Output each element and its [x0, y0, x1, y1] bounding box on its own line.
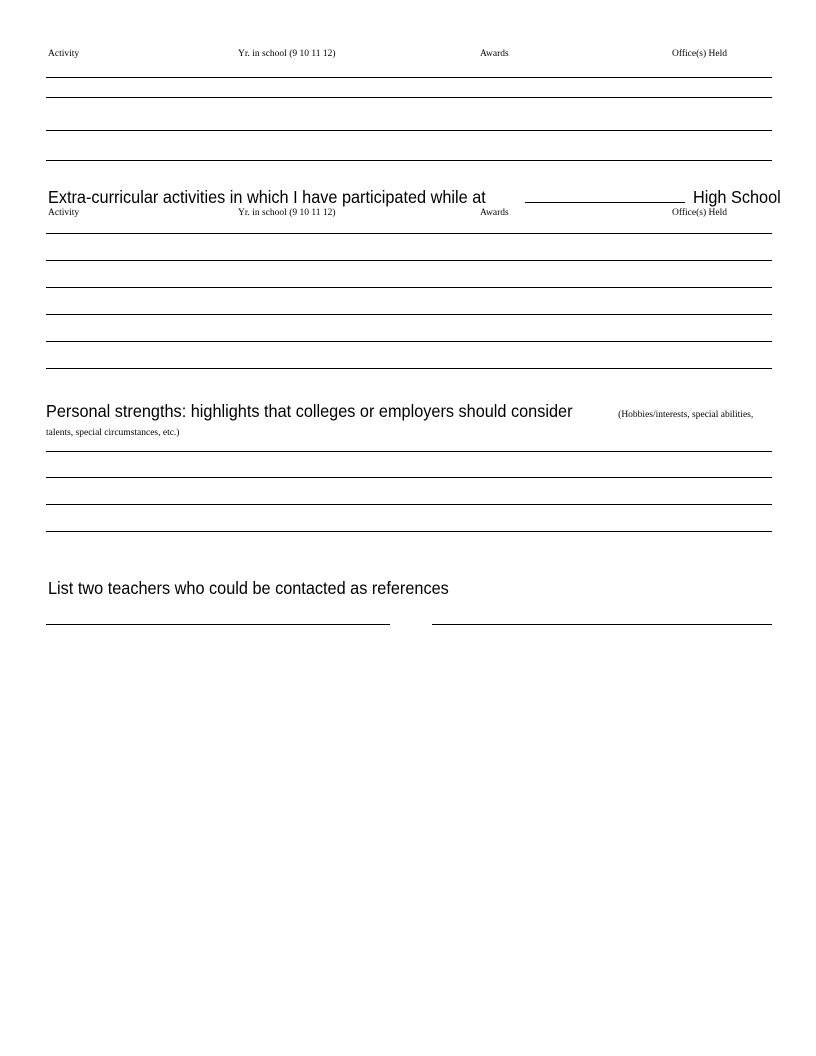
references-heading: List two teachers who could be contacted as references [48, 578, 449, 598]
table-two-entry-line[interactable] [46, 341, 772, 342]
table-one-column-year-in-school: Yr. in school (9 10 11 12) [238, 49, 336, 59]
personal-strengths-entry-line[interactable] [46, 451, 772, 452]
personal-strengths-heading-block [46, 401, 776, 440]
table-two-column-year-in-school: Yr. in school (9 10 11 12) [238, 208, 336, 218]
personal-strengths-entry-line[interactable] [46, 477, 772, 478]
table-one-entry-line[interactable] [46, 130, 772, 131]
table-two-column-awards: Awards [480, 208, 509, 218]
table-one-entry-line[interactable] [46, 97, 772, 98]
personal-strengths-heading: Personal strengths: highlights that colleges or employers should consider [46, 401, 573, 421]
extracurricular-heading-text-start: Extra-curricular activities in which I have participated while at [48, 187, 486, 207]
personal-strengths-entry-line[interactable] [46, 531, 772, 532]
extracurricular-heading-text-end: High School [692, 187, 781, 207]
table-two-entry-line[interactable] [46, 287, 772, 288]
table-two-entry-line[interactable] [46, 368, 772, 369]
reference-teacher-line-one[interactable] [46, 624, 390, 625]
table-two-entry-line[interactable] [46, 233, 772, 234]
extracurricular-heading [48, 188, 787, 207]
personal-strengths-entry-line[interactable] [46, 504, 772, 505]
table-one-entry-line[interactable] [46, 77, 772, 78]
table-one-column-awards: Awards [480, 49, 509, 59]
table-one-column-activity: Activity [48, 49, 80, 59]
personal-strengths-note: (Hobbies/interests, special abilities, talents, special circumstances, etc.) [46, 410, 754, 438]
table-two-entry-line[interactable] [46, 314, 772, 315]
table-two-entry-line[interactable] [46, 260, 772, 261]
table-one-entry-line[interactable] [46, 160, 772, 161]
school-name-blank-field[interactable] [525, 188, 685, 203]
table-two-column-activity: Activity [48, 208, 80, 218]
table-two-column-offices-held: Office(s) Held [672, 208, 727, 218]
reference-teacher-line-two[interactable] [432, 624, 772, 625]
table-one-column-offices-held: Office(s) Held [672, 49, 727, 59]
